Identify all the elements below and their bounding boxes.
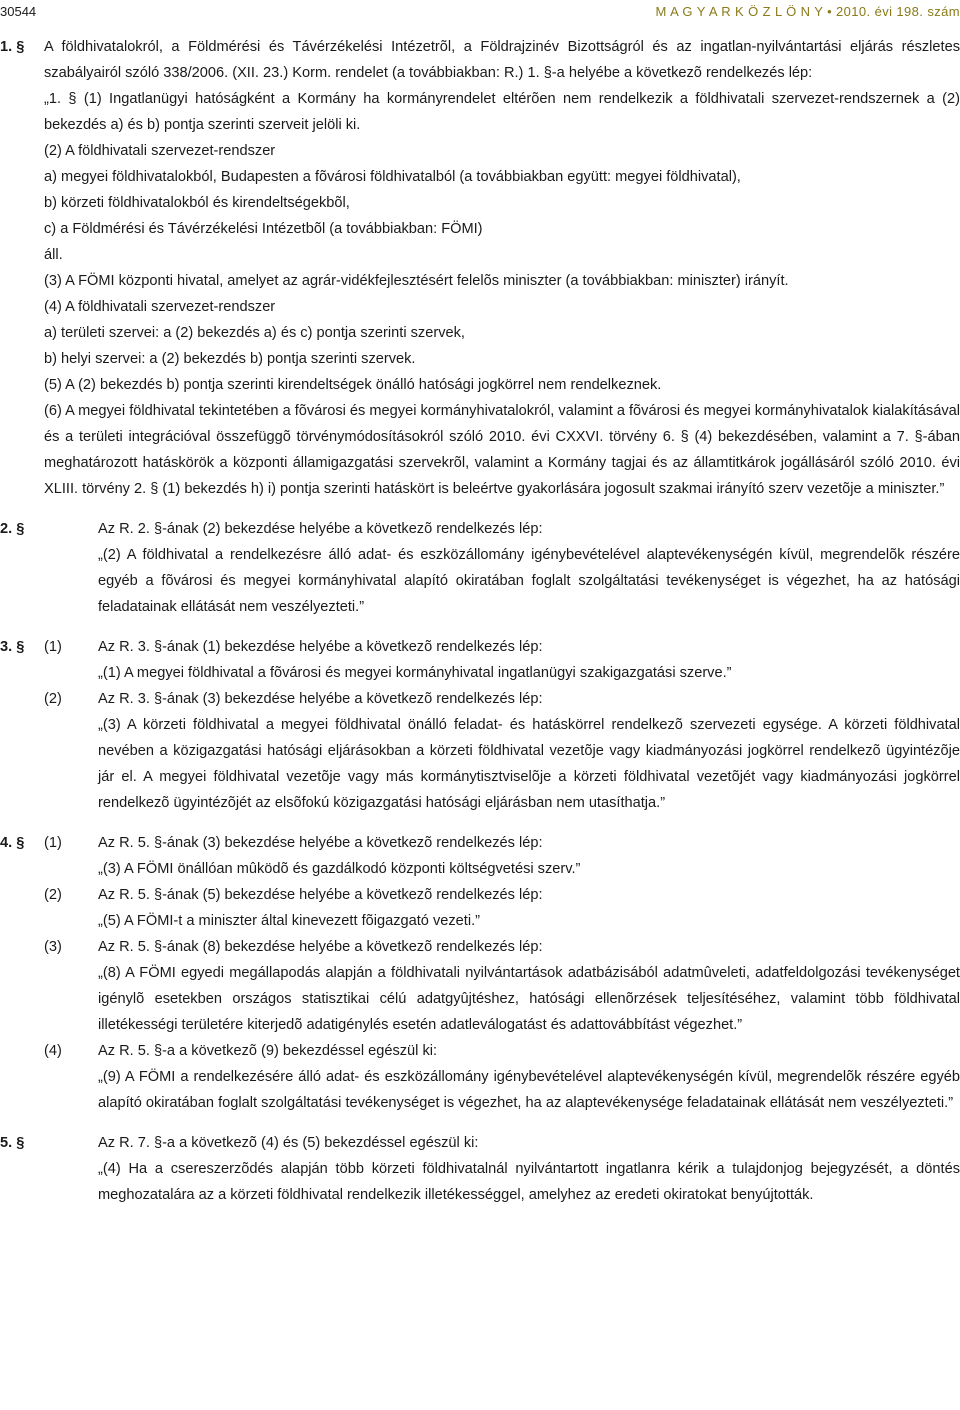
paragraph: (2) A földhivatali szervezet-rendszer [44,143,276,159]
amendment-quote: „(4) Ha a csereszerzõdés alapján több körzeti földhivatalnál nyilvántartott ingatlanra kérik a tulajdonjog bejegyzését, a döntés meghozatalára az a körzeti földhivatal rendelkezik illetékességgel, amelyhez az eredeti okiratokat benyújtották. [98,1161,960,1203]
section-number: 3. § [0,639,25,655]
subsection-number: (4) [44,1043,62,1059]
subsection [44,686,960,816]
subsection [44,634,960,686]
list-item: b) körzeti földhivatalokból és kirendeltségekbõl, [44,195,350,211]
amendment-quote: „(2) A földhivatal a rendelkezésre álló adat- és eszközállomány igénybevételével alaptevékenységén kívül, megrendelõk részére egyéb a fõvárosi és megyei kormányhivatal alapító okiratában foglalt szolgáltatási tevékenységet is végezhet, ha az hatósági feladatainak ellátását nem veszélyezteti.” [98,547,960,615]
subsection [44,1038,960,1116]
amendment-line: Az R. 5. §-ának (3) bekezdése helyébe a következõ rendelkezés lép: [98,835,543,851]
amendment-quote: „(3) A körzeti földhivatal a megyei földhivatal önálló feladat- és hatáskörrel rendelkezõ szervezeti egysége. A körzeti földhivatal nevében a közigazgatási hatósági eljárásokban a körzeti földhivatal vezetõje vagy kiadmányozási jogkörrel rendelkezõ ügyintézõje jár el. A megyei földhivatal vezetõje vagy más kormánytisztviselõje a körzeti földhivatal vezetõjét vagy kiadmányozási jogkörrel rendelkezõ ügyintézõjét az elsõfokú közigazgatási hatósági eljárásban nem utasíthatja.” [98,717,960,811]
section-2 [0,516,960,620]
paragraph: (6) A megyei földhivatal tekintetében a fõvárosi és megyei kormányhivatalokról, valamint a fõvárosi és megyei kormányhivatalok kialakításával és a területi integrációval összefüggõ törvénymódosításokról szóló 2010. évi CXXVI. törvény 6. § (4) bekezdésében, valamint a 7. §-ában meghatározott hatáskörök a központi államigazgatási szervekrõl, valamint a Kormány tagjai és az államtitkárok jogállásáról szóló 2010. évi XLIII. törvény 2. § (1) bekezdés h) i) pontja szerinti hatáskört is beleértve gyakorlására jogosult szakmai irányító szerv vezetõje a miniszter.” [44,403,960,497]
subsection-number: (2) [44,887,62,903]
section-number: 1. § [0,39,25,55]
amendment-quote: „(1) A megyei földhivatal a fõvárosi és megyei kormányhivatal ingatlanügyi szakigazgatási szerve.” [98,665,732,681]
list-item: b) helyi szervei: a (2) bekezdés b) pontja szerinti szervek. [44,351,416,367]
amendment-line: Az R. 7. §-a a következõ (4) és (5) bekezdéssel egészül ki: [98,1135,479,1151]
section-number: 2. § [0,521,25,537]
amendment-line: Az R. 5. §-ának (8) bekezdése helyébe a következõ rendelkezés lép: [98,939,543,955]
amendment-quote: „(9) A FÖMI a rendelkezésére álló adat- és eszközállomány igénybevételével alaptevékenységén kívül, megrendelõk részére egyéb alapító okiratában foglalt szolgáltatási tevékenységet is végezhet, ha az alaptevékenysége feladatainak ellátását nem veszélyezteti.” [98,1069,960,1111]
section-number: 5. § [0,1135,25,1151]
list-item: a) megyei földhivatalokból, Budapesten a fõvárosi földhivatalból (a továbbiakban együtt: megyei földhivatal), [44,169,741,185]
paragraph: (4) A földhivatali szervezet-rendszer [44,299,276,315]
section-number: 4. § [0,835,25,851]
section-3 [0,634,960,816]
paragraph: (5) A (2) bekezdés b) pontja szerinti kirendeltségek önálló hatósági jogkörrel nem rendelkeznek. [44,377,662,393]
section-intro: A földhivatalokról, a Földmérési és Távérzékelési Intézetrõl, a Földrajzinév Bizottságról és az ingatlan-nyilvántartási eljárás részletes szabályairól szóló 338/2006. (XII. 23.) Korm. rendelet (a továbbiakban: R.) 1. §-a helyébe a következõ rendelkezés lép: [44,39,960,81]
paragraph: „1. § (1) Ingatlanügyi hatóságként a Kormány ha kormányrendelet eltérõen nem rendelkezik a földhivatali szervezet-rendszernek a (2) bekezdés a) és b) pontja szerinti szerveit jelöli ki. [44,91,960,133]
section-5 [0,1130,960,1208]
publication-title: M A G Y A R K Ö Z L Ö N Y • 2010. évi 198. szám [655,4,960,19]
section-1 [0,34,960,502]
amendment-line: Az R. 5. §-a a következõ (9) bekezdéssel egészül ki: [98,1043,438,1059]
page-header [0,0,960,24]
amendment-quote: „(5) A FÖMI-t a miniszter által kinevezett fõigazgató vezeti.” [98,913,481,929]
page-number: 30544 [0,4,37,19]
subsection-number: (2) [44,691,62,707]
amendment-quote: „(3) A FÖMI önállóan mûködõ és gazdálkodó központi költségvetési szerv.” [98,861,581,877]
paragraph: áll. [44,247,63,263]
document-body [0,34,960,1208]
amendment-line: Az R. 3. §-ának (1) bekezdése helyébe a következõ rendelkezés lép: [98,639,543,655]
subsection-number: (1) [44,835,62,851]
subsection [44,934,960,1038]
section-4 [0,830,960,1116]
list-item: c) a Földmérési és Távérzékelési Intézetbõl (a továbbiakban: FÖMI) [44,221,483,237]
paragraph: (3) A FÖMI központi hivatal, amelyet az agrár-vidékfejlesztésért felelõs miniszter (a továbbiakban: miniszter) irányít. [44,273,789,289]
subsection-number: (1) [44,639,62,655]
amendment-line: Az R. 2. §-ának (2) bekezdése helyébe a következõ rendelkezés lép: [98,521,543,537]
amendment-quote: „(8) A FÖMI egyedi megállapodás alapján a földhivatali nyilvántartások adatbázisából adatmûveleti, adatfeldolgozási tevékenységet igénylõ esetekben országos statisztikai célú adatgyûjtéshez, hatósági ellenõrzések teljesítéséhez, valamint több földhivatal illetékességi területére kiterjedõ adatigénylés esetén adatleválogatást és adattovábbítást végezhet.” [98,965,960,1033]
amendment-line: Az R. 5. §-ának (5) bekezdése helyébe a következõ rendelkezés lép: [98,887,543,903]
list-item: a) területi szervei: a (2) bekezdés a) és c) pontja szerinti szervek, [44,325,465,341]
subsection-number: (3) [44,939,62,955]
subsection [44,882,960,934]
amendment-line: Az R. 3. §-ának (3) bekezdése helyébe a következõ rendelkezés lép: [98,691,543,707]
subsection [44,830,960,882]
